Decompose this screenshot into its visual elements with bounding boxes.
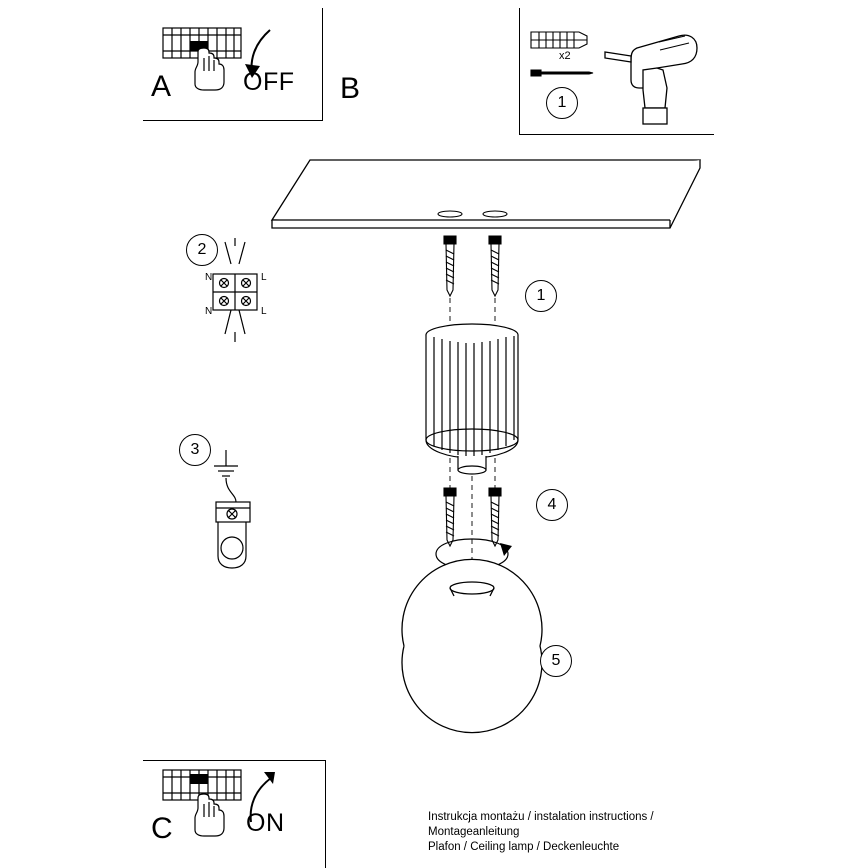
panel-c-letter: C (151, 812, 173, 845)
step-badge-4: 4 (536, 489, 568, 521)
panel-a-letter: A (151, 70, 172, 103)
lower-screws (444, 488, 501, 546)
screw-icon (531, 70, 593, 76)
panel-a-label: OFF (243, 68, 295, 96)
svg-text:N: N (205, 306, 213, 317)
earth-ground-icon (214, 450, 238, 476)
lamp-socket (216, 502, 250, 568)
wall-plug-icon (531, 32, 587, 48)
svg-text:L: L (261, 272, 267, 283)
terminal-block-detail (195, 236, 285, 376)
step-badge-2: 2 (186, 234, 218, 266)
glass-globe-shade (402, 559, 542, 732)
footer-line-1: Instrukcja montażu / instalation instructions / Montageanleitung (428, 811, 654, 838)
ribbed-cylinder-lamp-body (426, 324, 518, 474)
svg-text:N: N (205, 272, 213, 283)
footer-text-block (428, 810, 728, 855)
step-badge-3: 3 (179, 434, 211, 466)
panel-c-label: ON (246, 809, 285, 837)
hand-pointing-icon (195, 48, 224, 90)
panel-b-letter: B (340, 72, 361, 105)
socket-ground-detail (196, 440, 286, 580)
tools-quantity: x2 (559, 50, 571, 62)
upper-screws (444, 236, 501, 296)
step-badge-5: 5 (540, 645, 572, 677)
panel-a-graphics (143, 8, 323, 121)
step-badge-1: 1 (525, 280, 557, 312)
power-drill-icon (605, 35, 697, 124)
step-badge-tools: 1 (546, 87, 578, 119)
footer-line-2: Plafon / Ceiling lamp / Deckenleuchte (428, 841, 620, 853)
ceiling-plate (272, 160, 700, 228)
panel-tools-graphics (519, 8, 714, 135)
svg-text:L: L (261, 306, 267, 317)
